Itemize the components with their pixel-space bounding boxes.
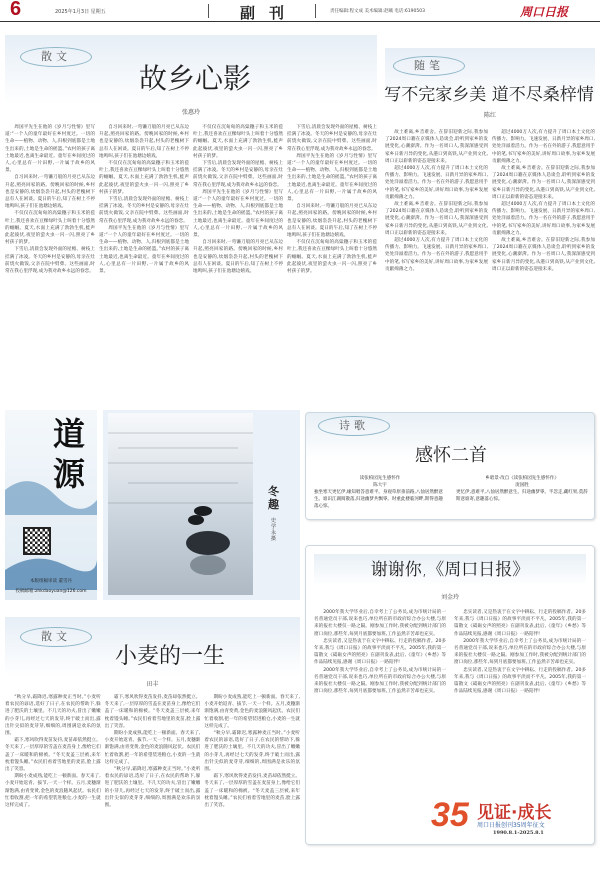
category-label: 散文	[20, 627, 92, 647]
article-author: 陈红	[483, 112, 496, 119]
page-header	[0, 0, 600, 22]
poem	[314, 475, 446, 510]
article-column: 超过4000万人次,有力提升了周口本土文化的传播力、影响力。飞速发展、日新月异的家乡周口,处处洋溢着活力。作为一名在外的游子,我愿意用手中的笔,书写家乡的美好,讲好周口故事,为家乡发展贡献绵薄之力。 故土难离,乡音难舍。在辞旧迎新之际,我参加了2024周口籍在京媒体人恳谈会,聆听到家乡的发展变化,心潮澎湃。作为一名周口人,我深深感受到家乡日新月异的变化,从港口到高铁,从产业到文化,周口正以崭新的姿态迎接未来。 超过4000万人次,有力提升了周口本土文化的传播力、影响力。飞速发展、日新月异的家乡周口,处处洋溢着活力。作为一名在外的游子,我愿意用手中的笔,书写家乡的美好,讲好周口故事,为家乡发展贡献绵薄之力。 故土难离,乡音难舍。在辞旧迎新之际,我参加了2024周口籍在京媒体人恳谈会,聆听到家乡的发展变化,心潮澎湃。作为一名周口人,我深深感受到家乡日新月异的变化,从港口到高铁,从产业到文化,周口正以崭新的姿态迎接未来。	[492, 130, 595, 272]
article-xiaomai	[5, 617, 300, 883]
paper-logo: 周口日报	[520, 5, 569, 19]
anniversary-number: 35	[431, 796, 469, 834]
anniversary-dates: 1990.8.1-2025.8.1	[493, 830, 544, 836]
article-thanks	[305, 545, 595, 845]
poem-title: 乡暗景·改自《读张柏园先生感怀作》	[485, 476, 559, 481]
section-title: 副刊	[240, 4, 299, 22]
article-xiebuwan	[385, 48, 595, 405]
article-column: 下雪后,清晨会发现外面的屋檐、树枝上挂满了冰凌。冬天的乡村是安静的,母亲在灶前烧火做饭,父亲在院中劈柴。这些画面,时常在我心里浮现,成为我对故乡永远的眷恋。 周国平先生在他的《岁月与性情》里写道:“一个人的童年最好在乡村度过。一切的生命——植物、动物、人,归根到底都是土地生出来的,土地是生命的摇篮。”农村的孩子离土地最近,也离生命最近。童年在乡间度过的人,心里总有一片田野,一片属于故乡的风景。 自习回来时,一弯镰刀般的月亮已从东边升起,照亮回家的路。傍晚回家的时候,乡村也是安静的,炊烟袅袅升起,村头的老槐树下总有人在闲谈。夏日的午后,知了在树上不停地鸣叫,孩子们在池塘边嬉戏。 不仅仅在沉甸甸的高粱穗子和玉米的苞叶上,我还喜欢在豆棵绿叶头上叫着十分悠然的蝈蝈。夏天,水面上充满了勃勃生机,蛙声此起彼伏,夜里的萤火虫一闪一闪,照亮了乡村孩子的梦。	[287, 125, 377, 275]
article-guxiang	[5, 35, 377, 405]
page-number: 6	[10, 0, 22, 20]
category-label: 散文	[20, 47, 92, 67]
poem	[456, 475, 588, 503]
column-banner	[5, 410, 97, 600]
photo-winter-birds	[108, 413, 253, 595]
editors-info: 责任编辑:程文成 美术编辑:赵曦 电话:6190503	[330, 9, 425, 14]
anniversary-slogan: 见证·成长	[477, 803, 552, 823]
category-label: 随笔	[393, 56, 465, 76]
article-title: 谢谢你,《周口日报》	[314, 554, 586, 586]
poem-author: 庞国胜	[515, 483, 529, 488]
article-column: 故土难离,乡音难舍。在辞旧迎新之际,我参加了2024周口籍在京媒体人恳谈会,聆听到家乡的发展变化,心潮澎湃。作为一名周口人,我深深感受到家乡日新月异的变化,从港口到高铁,从产业到文化,周口正以崭新的姿态迎接未来。 超过4000万人次,有力提升了周口本土文化的传播力、影响力。飞速发展、日新月异的家乡周口,处处洋溢着活力。作为一名在外的游子,我愿意用手中的笔,书写家乡的美好,讲好周口故事,为家乡发展贡献绵薄之力。 故土难离,乡音难舍。在辞旧迎新之际,我参加了2024周口籍在京媒体人恳谈会,聆听到家乡的发展变化,心潮澎湃。作为一名周口人,我深深感受到家乡日新月异的变化,从港口到高铁,从产业到文化,周口正以崭新的姿态迎接未来。 超过4000万人次,有力提升了周口本土文化的传播力、影响力。飞速发展、日新月异的家乡周口,处处洋溢着活力。作为一名在外的游子,我愿意用手中的笔,书写家乡的美好,讲好周口故事,为家乡发展贡献绵薄之力。	[385, 130, 488, 272]
divider	[315, 4, 316, 18]
anniversary-subtitle: 周口日报创刊35周年征文	[477, 822, 545, 829]
article-column: 不仅仅在沉甸甸的高粱穗子和玉米的苞叶上,我还喜欢在豆棵绿叶头上叫着十分悠然的蝈蝈。夏天,水面上充满了勃勃生机,蛙声此起彼伏,夜里的萤火虫一闪一闪,照亮了乡村孩子的梦。 下雪后,清晨会发现外面的屋檐、树枝上挂满了冰凌。冬天的乡村是安静的,母亲在灶前烧火做饭,父亲在院中劈柴。这些画面,时常在我心里浮现,成为我对故乡永远的眷恋。 周国平先生在他的《岁月与性情》里写道:“一个人的童年最好在乡村度过。一切的生命——植物、动物、人,归根到底都是土地生出来的,土地是生命的摇篮。”农村的孩子离土地最近,也离生命最近。童年在乡间度过的人,心里总有一片田野,一片属于故乡的风景。 自习回来时,一弯镰刀般的月亮已从东边升起,照亮回家的路。傍晚回家的时候,乡村也是安静的,炊烟袅袅升起,村头的老槐树下总有人在闲谈。夏日的午后,知了在树上不停地鸣叫,孩子们在池塘边嬉戏。	[193, 125, 283, 275]
article-column: 自习回来时,一弯镰刀般的月亮已从东边升起,照亮回家的路。傍晚回家的时候,乡村也是安静的,炊烟袅袅升起,村头的老槐树下总有人在闲谈。夏日的午后,知了在树上不停地鸣叫,孩子们在池塘边嬉戏。 不仅仅在沉甸甸的高粱穗子和玉米的苞叶上,我还喜欢在豆棵绿叶头上叫着十分悠然的蝈蝈。夏天,水面上充满了勃勃生机,蛙声此起彼伏,夜里的萤火虫一闪一闪,照亮了乡村孩子的梦。 下雪后,清晨会发现外面的屋檐、树枝上挂满了冰凌。冬天的乡村是安静的,母亲在灶前烧火做饭,父亲在院中劈柴。这些画面,时常在我心里浮现,成为我对故乡永远的眷恋。 周国平先生在他的《岁月与性情》里写道:“一个人的童年最好在乡村度过。一切的生命——植物、动物、人,归根到底都是土地生出来的,土地是生命的摇篮。”农村的孩子离土地最近,也离生命最近。童年在乡间度过的人,心里总有一片田野,一片属于故乡的风景。	[99, 125, 189, 275]
article-title: 小麦的一生	[114, 644, 225, 669]
article-column: 期盼小麦成熟,能吃上一顿新面。春天来了,小麦开始返青、拔节,一天一个样。五月,麦穗渐渐饱满,由青变黄,金色的麦浪随风起伏。农民们忙着收割,把一年的希望装进粮仓,小麦的一生就这样完成了。 “秋分早,霜降迟,寒露种麦正当时。”小麦听着农民的谚语,选好了日子,在农民的帮助下,躲进了肥沃的土壤里。不几天的功夫,冒出了嫩嫩的小芽儿,再经过七天的发芽,终于破土而出,露出针尖似的麦芽芽,细细的,周围满是欢乐的氛围。 霜下,寒风吹得麦苗发抖,麦苗却依然挺立。冬天来了,一层厚厚的雪盖在麦苗身上,像给它们盖了一床暖和的棉被。“冬天麦盖三层被,来年枕着馒头睡。”农民们看着雪地里的麦苗,脸上露出了笑容。	[204, 695, 301, 809]
article-column: 周国平先生在他的《岁月与性情》里写道:“一个人的童年最好在乡村度过。一切的生命——植物、动物、人,归根到底都是土地生出来的,土地是生命的摇篮。”农村的孩子离土地最近,也离生命最近。童年在乡间度过的人,心里总有一片田野,一片属于故乡的风景。 自习回来时,一弯镰刀般的月亮已从东边升起,照亮回家的路。傍晚回家的时候,乡村也是安静的,炊烟袅袅升起,村头的老槐树下总有人在闲谈。夏日的午后,知了在树上不停地鸣叫,孩子们在池塘边嬉戏。 不仅仅在沉甸甸的高粱穗子和玉米的苞叶上,我还喜欢在豆棵绿叶头上叫着十分悠然的蝈蝈。夏天,水面上充满了勃勃生机,蛙声此起彼伏,夜里的萤火虫一闪一闪,照亮了乡村孩子的梦。 下雪后,清晨会发现外面的屋檐、树枝上挂满了冰凌。冬天的乡村是安静的,母亲在灶前烧火做饭,父亲在院中劈柴。这些画面,时常在我心里浮现,成为我对故乡永远的眷恋。	[5, 125, 95, 275]
article-author: 刘金玲	[440, 594, 459, 601]
article-title: 故乡心影	[138, 62, 251, 95]
article-author: 田丰	[146, 681, 159, 688]
category-label: 诗歌	[318, 416, 390, 436]
article-column: 霜下,寒风吹得麦苗发抖,麦苗却依然挺立。冬天来了,一层厚厚的雪盖在麦苗身上,像给它们盖了一床暖和的棉被。“冬天麦盖三层被,来年枕着馒头睡。”农民们看着雪地里的麦苗,脸上露出了笑容。 期盼小麦成熟,能吃上一顿新面。春天来了,小麦开始返青、拔节,一天一个样。五月,麦穗渐渐饱满,由青变黄,金色的麦浪随风起伏。农民们忙着收割,把一年的希望装进粮仓,小麦的一生就这样完成了。 “秋分早,霜降迟,寒露种麦正当时。”小麦听着农民的谚语,选好了日子,在农民的帮助下,躲进了肥沃的土壤里。不几天的功夫,冒出了嫩嫩的小芽儿,再经过七天的发芽,终于破土而出,露出针尖似的麦芽芽,细细的,周围满是欢乐的氛围。	[104, 695, 201, 809]
poem-text: 独坐寒天更忆伊,缘知唱答意难平。身观草原垂前路,八仙居然醉意生。谁识江湖阅散落,归途幽梦共飘零。时重此楼临河畔,斯得意趣落心惊。	[314, 490, 443, 509]
article-column: 2000年我大学毕业后,自幸考上了公务员,成为市统计局的一名普通党员干部,说来也巧,单位所在的市政府综合办公大楼,与原来的报社大楼仅一路之隔。刚参加工作时,我被分配到统计部门的窗口岗位,那些年,每到月底都要加班,工作虽然辛苦却也充实。 忠实读者,又是热衷于在文字中耕耘、行走的投稿作者。20多年来,我与《周口日报》的故事平淡而不平凡。2005年,我的第一篇散文《砥砺女声的照亮》在副刊发表,此后,《童年》《乡愁》等作品陆续见报,感谢《周口日报》一路陪伴! 2000年我大学毕业后,自幸考上了公务员,成为市统计局的一名普通党员干部,说来也巧,单位所在的市政府综合办公大楼,与原来的报社大楼仅一路之隔。刚参加工作时,我被分配到统计部门的窗口岗位,那些年,每到月底都要加班,工作虽然辛苦却也充实。	[314, 610, 446, 695]
poems-box	[305, 412, 595, 520]
article-title: 感怀二首	[415, 445, 487, 466]
article-title: 写不完家乡美 道不尽桑梓情	[384, 85, 594, 105]
column-editor: 本版组稿审读 董雪丹	[30, 579, 72, 584]
poem-text: 更忆伊,意难平,八仙居然醉意生。归途幽梦零。半忽走,藏红果,莫辞斯意谁寄,意趣落心惊。	[456, 490, 588, 502]
article-column: 忠实读者,又是热衷于在文字中耕耘、行走的投稿作者。20多年来,我与《周口日报》的故事平淡而不平凡。2005年,我的第一篇散文《砥砺女声的照亮》在副刊发表,此后,《童年》《乡愁》等作品陆续见报,感谢《周口日报》一路陪伴! 2000年我大学毕业后,自幸考上了公务员,成为市统计局的一名普通党员干部,说来也巧,单位所在的市政府综合办公大楼,与原来的报社大楼仅一路之隔。刚参加工作时,我被分配到统计部门的窗口岗位,那些年,每到月底都要加班,工作虽然辛苦却也充实。 忠实读者,又是热衷于在文字中耕耘、行走的投稿作者。20多年来,我与《周口日报》的故事平淡而不平凡。2005年,我的第一篇散文《砥砺女声的照亮》在副刊发表,此后,《童年》《乡愁》等作品陆续见报,感谢《周口日报》一路陪伴!	[454, 610, 586, 695]
photo-block	[103, 410, 300, 600]
poem-author: 陈大宇	[373, 483, 387, 488]
divider	[208, 4, 209, 18]
column-title: 道源	[53, 415, 86, 493]
photo-credit: 史学永摄	[271, 518, 277, 542]
issue-date: 2025年1月3日 星期五	[55, 9, 106, 15]
photo-title: 冬趣	[268, 485, 279, 511]
article-column: “秋分早,霜降迟,寒露种麦正当时。”小麦听着农民的谚语,选好了日子,在农民的帮助下,躲进了肥沃的土壤里。不几天的功夫,冒出了嫩嫩的小芽儿,再经过七天的发芽,终于破土而出,露出针尖似的麦芽芽,细细的,周围满是欢乐的氛围。 霜下,寒风吹得麦苗发抖,麦苗却依然挺立。冬天来了,一层厚厚的雪盖在麦苗身上,像给它们盖了一床暖和的棉被。“冬天麦盖三层被,来年枕着馒头睡。”农民们看着雪地里的麦苗,脸上露出了笑容。 期盼小麦成熟,能吃上一顿新面。春天来了,小麦开始返青、拔节,一天一个样。五月,麦穗渐渐饱满,由青变黄,金色的麦浪随风起伏。农民们忙着收割,把一年的希望装进粮仓,小麦的一生就这样完成了。	[5, 695, 101, 809]
poem-title: 读张柏园先生感怀作	[359, 476, 401, 481]
article-author: 张惠玲	[181, 109, 200, 116]
submission-email: 投稿邮箱:zhkdaoyuan@126.com	[15, 589, 87, 594]
anniversary-badge	[431, 798, 591, 842]
qr-code	[23, 527, 51, 555]
